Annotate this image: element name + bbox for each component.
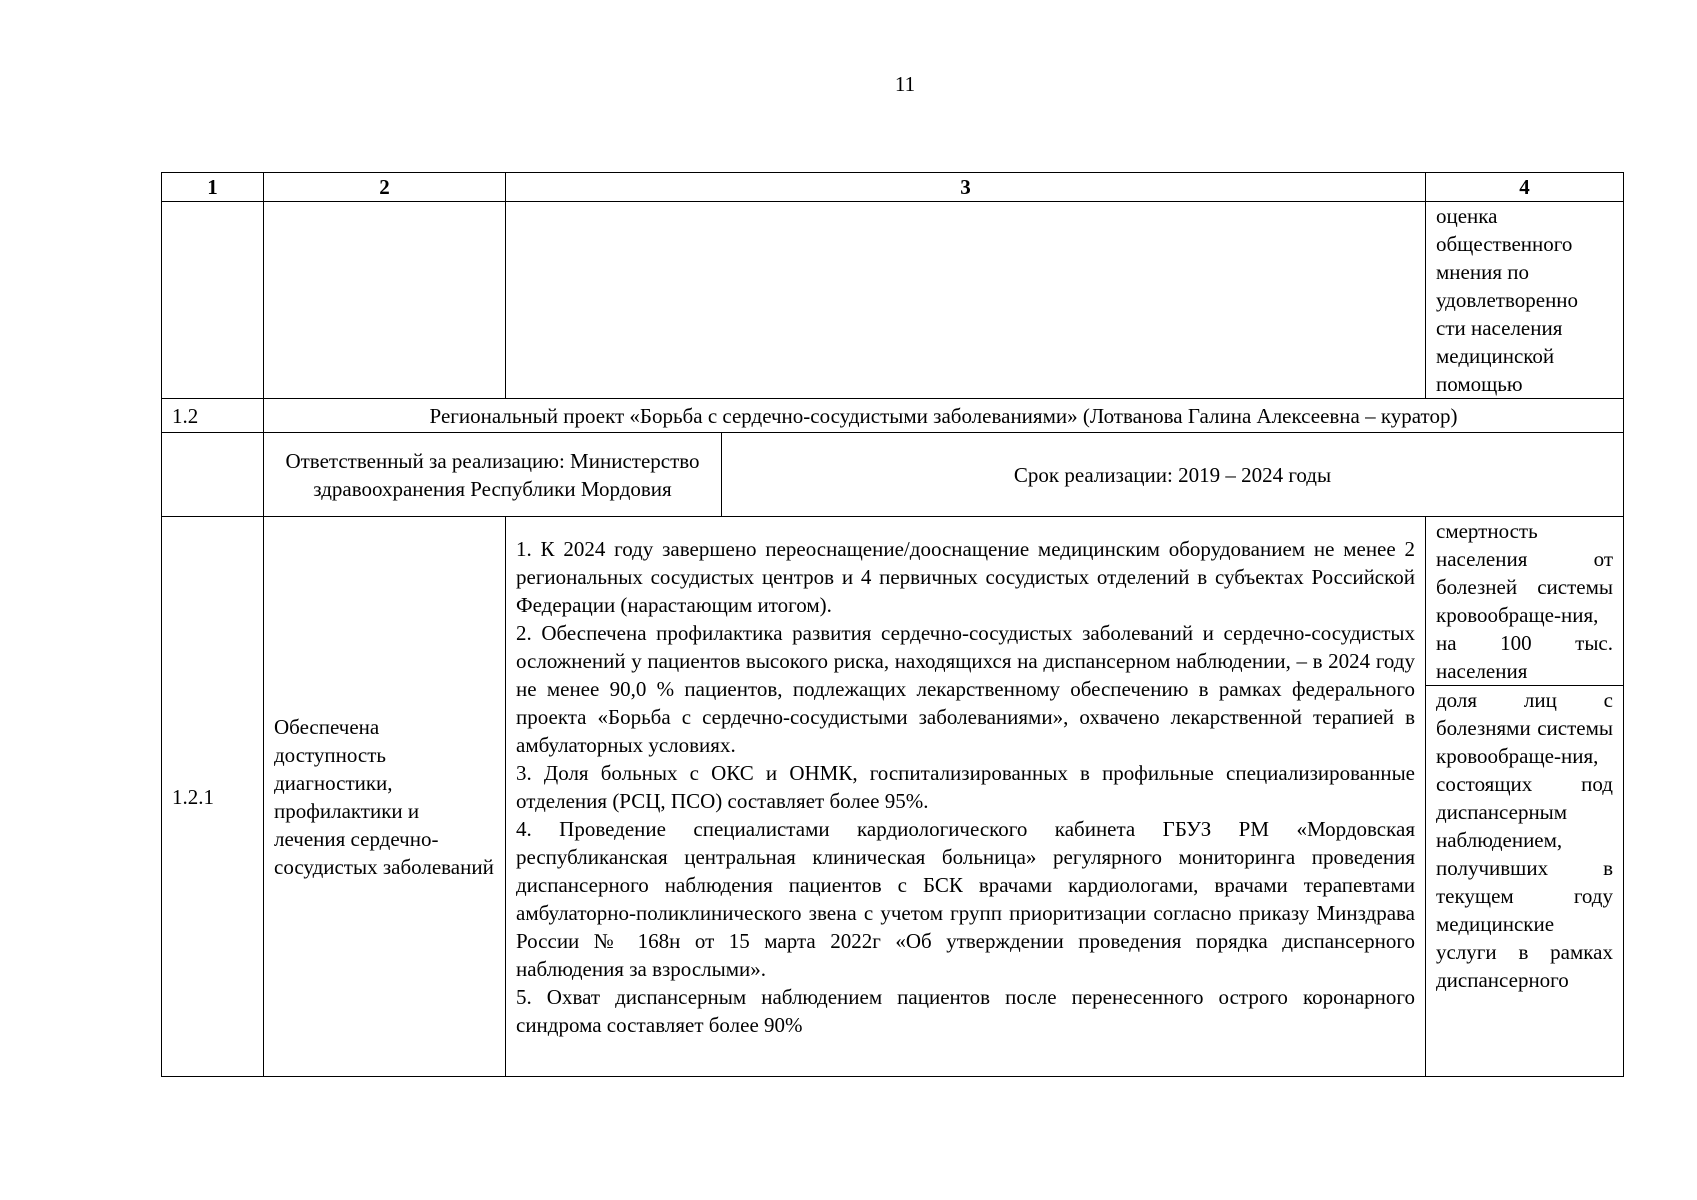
result-item-2: 2. Обеспечена профилактика развития сердечно-сосудистых заболеваний и сердечно-сосудистых осложнений у пациентов высокого риска, находящихся на диспансерном наблюдении, – в 2024 году не менее 90,0 % пациентов, подлежащих лекарственному обеспечению в рамках федерального проекта «Борьба с сердечно-сосудистыми заболеваниями», охвачено лекарственной терапией в амбулаторных условиях. [516,620,1415,757]
indicator-2: доля лиц с болезнями системы кровообраще-ния, состоящих под диспансерным наблюдением, получивших в текущем году медицинские услуги в рамках диспансерного [1426,685,1623,994]
result-item-1: 1. К 2024 году завершено переоснащение/дооснащение медицинским оборудованием не менее 2 региональных сосудистых центров и 4 первичных сосудистых отделений в субъектах Российской Федерации (нарастающим итогом). [516,536,1415,617]
table-row-task [162,517,1624,1077]
table-row-project [162,399,1624,433]
task-num: 1.2.1 [162,517,264,1077]
result-item-4: 4. Проведение специалистами кардиологического кабинета ГБУЗ РМ «Мордовская республиканская центральная клиническая больница» регулярного мониторинга проведения диспансерного наблюдения пациентов с БСК врачами кардиологами, врачами терапевтами амбулаторно-поликлинического звена с учетом групп приоритизации согласно приказу Минздрава России № 168н от 15 марта 2022г «Об утверждении проведения порядка диспансерного наблюдения за взрослыми». [516,816,1415,981]
cont-num-cell [162,202,264,399]
project-title: Региональный проект «Борьба с сердечно-сосудистыми заболеваниями» (Лотванова Галина Алексеевна – куратор) [264,399,1624,433]
cont-indicator-cell: оценка общественного мнения по удовлетворенно сти населения медицинской помощью [1426,202,1624,399]
responsible-empty-cell [162,433,264,517]
result-item-3: 3. Доля больных с ОКС и ОНМК, госпитализированных в профильные специализированные отделения (РСЦ, ПСО) составляет более 95%. [516,760,1415,813]
project-num: 1.2 [162,399,264,433]
cont-results-cell [506,202,1426,399]
responsible-text: Ответственный за реализацию: Министерство здравоохранения Республики Мордовия [264,433,722,517]
table-row-responsible [162,433,1624,517]
page-number: 11 [894,72,916,96]
indicator-1: смертность населения от болезней системы кровообраще-ния, на 100 тыс. населения [1436,519,1613,683]
task-name: Обеспечена доступность диагностики, профилактики и лечения сердечно-сосудистых заболеваний [264,517,506,1077]
table-row-continuation [162,202,1624,399]
term-text: Срок реализации: 2019 – 2024 годы [722,433,1624,517]
result-item-5: 5. Охват диспансерным наблюдением пациентов после перенесенного острого коронарного синдрома составляет более 90% [516,984,1415,1037]
header-col-2: 2 [264,173,506,202]
table-header-row [162,173,1624,202]
plan-table [161,172,1624,1077]
header-col-1: 1 [162,173,264,202]
header-col-3: 3 [506,173,1426,202]
header-col-4: 4 [1426,173,1624,202]
task-indicators-cell [1426,517,1624,1077]
cont-name-cell [264,202,506,399]
task-results-cell [506,517,1426,1077]
